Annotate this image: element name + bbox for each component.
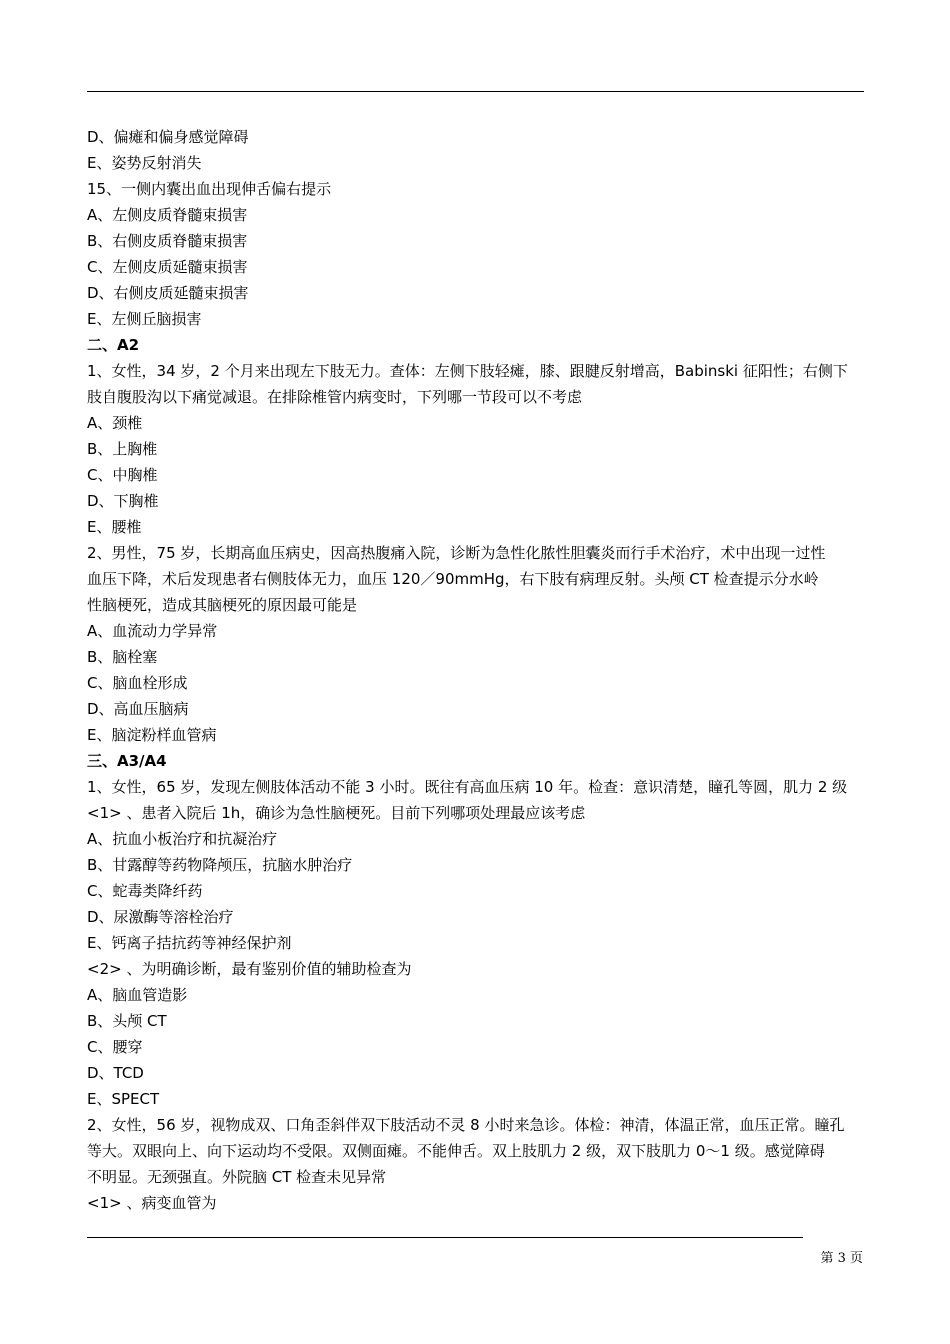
text-line: <2> 、为明确诊断，最有鉴别价值的辅助检查为 — [87, 960, 412, 978]
text-line: B、头颅 CT — [87, 1012, 167, 1030]
text-line: D、右侧皮质延髓束损害 — [87, 284, 249, 302]
text-line: C、腰穿 — [87, 1038, 143, 1056]
header-rule — [87, 91, 864, 92]
section-heading: 三、A3/A4 — [87, 752, 167, 770]
footer-rule — [87, 1237, 803, 1238]
text-line: 等大。双眼向上、向下运动均不受限。双侧面瘫。不能伸舌。双上肢肌力 2 级，双下肢肌力 0～1 级。感觉障碍 — [87, 1142, 825, 1160]
text-line: 2、女性，56 岁，视物成双、口角歪斜伴双下肢活动不灵 8 小时来急诊。体检：神清，体温正常，血压正常。瞳孔 — [87, 1116, 845, 1134]
text-line: C、蛇毒类降纤药 — [87, 882, 203, 900]
text-line: D、下胸椎 — [87, 492, 159, 510]
text-line: C、脑血栓形成 — [87, 674, 188, 692]
text-line: E、左侧丘脑损害 — [87, 310, 202, 328]
text-line: C、左侧皮质延髓束损害 — [87, 258, 248, 276]
text-line: 不明显。无颈强直。外院脑 CT 检查未见异常 — [87, 1168, 387, 1186]
text-line: <1> 、病变血管为 — [87, 1194, 217, 1212]
text-line: D、偏瘫和偏身感觉障碍 — [87, 128, 249, 146]
text-line: 2、男性，75 岁，长期高血压病史，因高热腹痛入院，诊断为急性化脓性胆囊炎而行手术治疗，术中出现一过性 — [87, 544, 826, 562]
text-line: A、左侧皮质脊髓束损害 — [87, 206, 248, 224]
document-body — [87, 124, 864, 1216]
page-number: 第 3 页 — [820, 1251, 863, 1266]
text-line: D、高血压脑病 — [87, 700, 189, 718]
text-line: A、抗血小板治疗和抗凝治疗 — [87, 830, 278, 848]
text-line: 性脑梗死，造成其脑梗死的原因最可能是 — [87, 596, 358, 614]
text-line: E、钙离子拮抗药等神经保护剂 — [87, 934, 292, 952]
text-line: B、甘露醇等药物降颅压，抗脑水肿治疗 — [87, 856, 353, 874]
text-line: B、上胸椎 — [87, 440, 158, 458]
text-line: E、腰椎 — [87, 518, 142, 536]
text-line: E、姿势反射消失 — [87, 154, 202, 172]
text-line: B、脑栓塞 — [87, 648, 158, 666]
text-line: E、SPECT — [87, 1090, 160, 1108]
text-line: A、脑血管造影 — [87, 986, 188, 1004]
text-line: 1、女性，65 岁，发现左侧肢体活动不能 3 小时。既往有高血压病 10 年。检查：意识清楚，瞳孔等圆，肌力 2 级 — [87, 778, 848, 796]
text-line: <1> 、患者入院后 1h，确诊为急性脑梗死。目前下列哪项处理最应该考虑 — [87, 804, 586, 822]
text-line: 15、一侧内囊出血出现伸舌偏右提示 — [87, 180, 332, 198]
text-line: D、尿激酶等溶栓治疗 — [87, 908, 234, 926]
text-line: D、TCD — [87, 1064, 144, 1082]
text-line: 肢自腹股沟以下痛觉减退。在排除椎管内病变时，下列哪一节段可以不考虑 — [87, 388, 583, 406]
section-heading: 二、A2 — [87, 336, 140, 354]
text-line: E、脑淀粉样血管病 — [87, 726, 217, 744]
text-line: A、血流动力学异常 — [87, 622, 218, 640]
text-line: 血压下降，术后发现患者右侧肢体无力，血压 120／90mmHg，右下肢有病理反射。头颅 CT 检查提示分水岭 — [87, 570, 819, 588]
text-line: 1、女性，34 岁，2 个月来出现左下肢无力。查体：左侧下肢轻瘫，膝、跟腱反射增高，Babinski 征阳性；右侧下 — [87, 362, 848, 380]
text-line: C、中胸椎 — [87, 466, 158, 484]
text-line: A、颈椎 — [87, 414, 143, 432]
text-line: B、右侧皮质脊髓束损害 — [87, 232, 248, 250]
